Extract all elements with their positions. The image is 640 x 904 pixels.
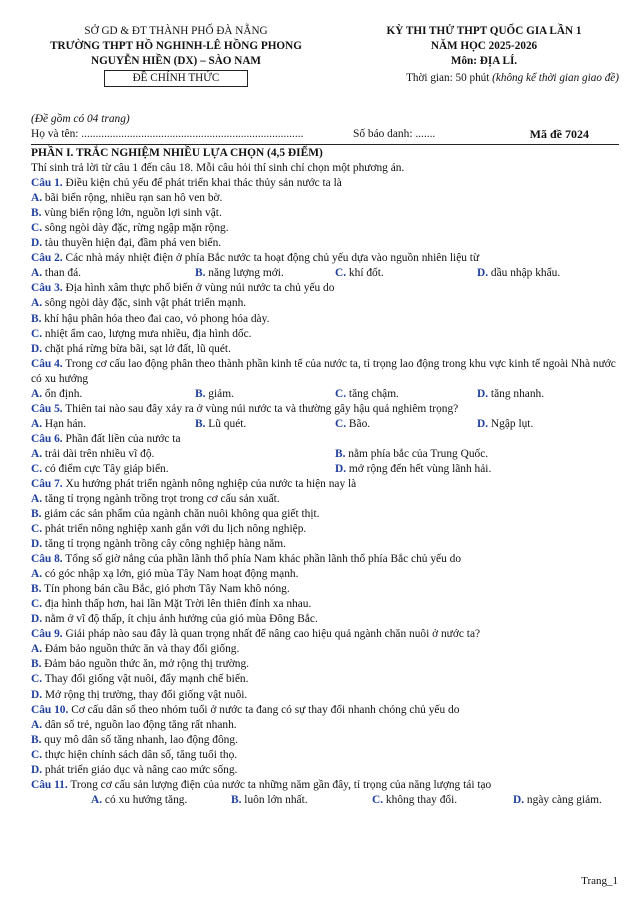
answer-option[interactable] xyxy=(31,387,82,402)
question-stem xyxy=(31,251,619,266)
question-item xyxy=(31,778,619,808)
options-row xyxy=(31,793,619,808)
options-row xyxy=(31,447,619,462)
option-text: Lũ quét. xyxy=(205,417,247,430)
option-letter: B. xyxy=(31,507,42,520)
answer-option[interactable] xyxy=(31,296,619,311)
question-stem xyxy=(31,402,619,417)
exam-header xyxy=(31,24,619,110)
answer-option[interactable] xyxy=(31,417,86,432)
option-letter: D. xyxy=(477,417,489,430)
answer-option[interactable] xyxy=(195,387,234,402)
answer-option[interactable] xyxy=(31,642,619,657)
option-letter: A. xyxy=(31,267,43,280)
answer-option[interactable] xyxy=(31,733,619,748)
section-title: PHẦN I. TRẮC NGHIỆM NHIỀU LỰA CHỌN (4,5 ĐIỂM) xyxy=(31,144,619,161)
option-text: địa hình thấp hơn, hai lần Mặt Trời lên thiên đỉnh xa nhau. xyxy=(42,598,312,611)
answer-option[interactable] xyxy=(31,597,619,612)
option-text: sông ngòi dày đặc, rừng ngập mặn rộng. xyxy=(42,222,229,235)
answer-option[interactable] xyxy=(31,221,619,236)
option-text: nhiệt ẩm cao, lượng mưa nhiều, địa hình dốc. xyxy=(42,327,252,340)
option-letter: A. xyxy=(31,192,43,205)
option-text: tăng nhanh. xyxy=(488,387,545,400)
option-text: Bão. xyxy=(346,417,371,430)
question-stem xyxy=(31,477,619,492)
option-letter: C. xyxy=(335,267,347,280)
option-letter: A. xyxy=(31,643,43,656)
option-letter: B. xyxy=(195,387,206,400)
question-item xyxy=(31,477,619,552)
options-row xyxy=(31,266,619,281)
school-block xyxy=(31,24,321,87)
exam-title: KỲ THI THỬ THPT QUỐC GIA LẦN 1 xyxy=(386,25,582,37)
answer-option[interactable] xyxy=(31,612,619,627)
options-row xyxy=(31,417,619,432)
answer-option[interactable] xyxy=(31,191,619,206)
option-letter: C. xyxy=(31,598,43,611)
answer-option[interactable] xyxy=(335,266,384,281)
answer-option[interactable] xyxy=(31,537,619,552)
question-number: Câu 1. xyxy=(31,177,63,190)
instruction: Thí sinh trả lời từ câu 1 đến câu 18. Mỗi câu hỏi thí sinh chỉ chọn một phương án. xyxy=(31,162,405,175)
option-letter: A. xyxy=(31,417,43,430)
question-list xyxy=(31,176,619,808)
question-item xyxy=(31,251,619,281)
option-letter: C. xyxy=(31,522,43,535)
option-letter: C. xyxy=(372,793,384,806)
option-text: phát triển giáo dục và nâng cao mức sống. xyxy=(42,763,238,776)
question-text: Tổng số giờ nắng của phần lãnh thổ phía Nam khác phần lãnh thổ phía Bắc chủ yếu do xyxy=(62,553,462,566)
answer-option[interactable] xyxy=(195,266,284,281)
question-text: Cơ cấu dân số theo nhóm tuổi ở nước ta đang có sự thay đổi nhanh chóng chủ yếu do xyxy=(68,703,460,716)
answer-option[interactable] xyxy=(31,327,619,342)
option-text: sông ngòi dày đặc, sinh vật phát triển mạnh. xyxy=(42,297,247,310)
options-row xyxy=(31,387,619,402)
option-letter: D. xyxy=(335,462,347,475)
option-text: ổn định. xyxy=(42,387,83,400)
school-name-2: NGUYỄN HIỀN (DX) – SÀO NAM xyxy=(91,54,261,67)
question-text: Giải pháp nào sau đây là quan trọng nhất để nâng cao hiệu quả ngành chăn nuôi ở nước ta? xyxy=(62,628,481,641)
school-name: TRƯỜNG THPT HỒ NGHINH-LÊ HỒNG PHONG xyxy=(50,39,302,52)
option-letter: A. xyxy=(31,447,43,460)
question-text: Xu hướng phát triển ngành nông nghiệp của nước ta hiện nay là xyxy=(62,477,357,490)
option-text: Đảm bảo nguồn thức ăn và thay đổi giống. xyxy=(42,643,240,656)
answer-option[interactable] xyxy=(31,206,619,221)
question-text: Trong cơ cấu sản lượng điện của nước ta những năm gần đây, tỉ trọng của năng lượng tái tạo xyxy=(67,778,492,791)
answer-option[interactable] xyxy=(31,447,154,462)
option-text: năng lượng mới. xyxy=(205,267,284,280)
question-item xyxy=(31,432,619,477)
option-text: khí đốt. xyxy=(346,267,384,280)
question-stem xyxy=(31,176,619,191)
exam-page xyxy=(31,24,619,808)
answer-option[interactable] xyxy=(31,522,619,537)
answer-option[interactable] xyxy=(231,793,308,808)
option-text: có điểm cực Tây giáp biển. xyxy=(42,462,169,475)
answer-option[interactable] xyxy=(477,387,544,402)
answer-option[interactable] xyxy=(335,387,399,402)
exam-title-block xyxy=(349,24,619,86)
option-text: dân số trẻ, nguồn lao động tăng rất nhanh. xyxy=(42,718,237,731)
option-text: giảm các sản phẩm của ngành chăn nuôi không qua giết thịt. xyxy=(41,507,320,520)
answer-option[interactable] xyxy=(513,793,602,808)
answer-option[interactable] xyxy=(31,763,619,778)
answer-option[interactable] xyxy=(31,492,619,507)
department-name: SỞ GD & ĐT THÀNH PHỐ ĐÀ NẴNG xyxy=(84,25,268,37)
answer-option[interactable] xyxy=(31,672,619,687)
option-letter: A. xyxy=(31,718,43,731)
option-letter: C. xyxy=(31,673,43,686)
option-text: than đá. xyxy=(42,267,81,280)
question-item xyxy=(31,627,619,702)
question-number: Câu 7. xyxy=(31,477,63,490)
option-text: tăng chậm. xyxy=(346,387,399,400)
answer-option[interactable] xyxy=(477,417,533,432)
answer-option[interactable] xyxy=(31,657,619,672)
option-letter: D. xyxy=(31,613,43,626)
time-limit: Thời gian: 50 phút (không kể thời gian giao đề) xyxy=(406,72,619,85)
option-text: tăng tỉ trọng ngành trồng cây công nghiệp hàng năm. xyxy=(42,538,286,551)
option-text: Đảm bảo nguồn thức ăn, mở rộng thị trường. xyxy=(41,658,250,671)
option-text: bãi biển rộng, nhiều rạn san hô ven bờ. xyxy=(42,192,223,205)
option-letter: B. xyxy=(31,207,42,220)
pages-note: (Đề gồm có 04 trang) xyxy=(31,113,130,125)
option-text: vùng biển rộng lớn, nguồn lợi sinh vật. xyxy=(41,207,222,220)
option-letter: D. xyxy=(31,237,43,250)
option-text: có góc nhập xạ lớn, gió mùa Tây Nam hoạt động mạnh. xyxy=(42,568,299,581)
answer-option[interactable] xyxy=(372,793,457,808)
option-letter: A. xyxy=(31,568,43,581)
option-text: phát triển nông nghiệp xanh gắn với du lịch nông nghiệp. xyxy=(42,522,307,535)
options-row xyxy=(31,462,619,477)
question-number: Câu 4. xyxy=(31,357,63,370)
question-item xyxy=(31,357,619,402)
option-letter: B. xyxy=(335,447,346,460)
question-number: Câu 6. xyxy=(31,432,63,445)
answer-option[interactable] xyxy=(91,793,187,808)
option-text: tàu thuyền hiện đại, đầm phá ven biển. xyxy=(42,237,222,250)
question-number: Câu 3. xyxy=(31,282,63,295)
answer-option[interactable] xyxy=(31,582,619,597)
subject: Môn: ĐỊA LÍ. xyxy=(450,54,518,67)
page-number: Trang_1 xyxy=(581,875,618,887)
answer-option[interactable] xyxy=(31,718,619,733)
question-number: Câu 5. xyxy=(31,402,63,415)
option-text: khí hậu phân hóa theo đai cao, vỏ phong hóa dày. xyxy=(41,312,270,325)
question-stem xyxy=(31,357,619,387)
option-text: Thay đổi giống vật nuôi, đẩy mạnh chế biến. xyxy=(42,673,249,686)
answer-option[interactable] xyxy=(195,417,246,432)
option-letter: B. xyxy=(195,267,206,280)
answer-option[interactable] xyxy=(477,266,560,281)
question-number: Câu 10. xyxy=(31,703,69,716)
option-text: trải dài trên nhiều vĩ độ. xyxy=(42,447,155,460)
exam-code: Mã đề 7024 xyxy=(529,127,589,142)
question-number: Câu 9. xyxy=(31,628,63,641)
question-text: Địa hình xâm thực phổ biến ở vùng núi nước ta chủ yếu do xyxy=(62,282,335,295)
option-letter: C. xyxy=(31,748,43,761)
question-text: Các nhà máy nhiệt điện ở phía Bắc nước ta hoạt động chủ yếu dựa vào nguồn nhiên liệu từ xyxy=(62,252,480,265)
option-letter: A. xyxy=(31,492,43,505)
option-letter: C. xyxy=(335,387,347,400)
option-text: luôn lớn nhất. xyxy=(241,793,308,806)
option-letter: B. xyxy=(31,312,42,325)
option-text: Ngập lụt. xyxy=(488,417,534,430)
option-letter: D. xyxy=(477,267,489,280)
option-letter: C. xyxy=(335,417,347,430)
answer-option[interactable] xyxy=(335,462,491,477)
question-number: Câu 11. xyxy=(31,778,68,791)
question-item xyxy=(31,176,619,251)
option-text: ngày càng giảm. xyxy=(524,793,602,806)
option-letter: D. xyxy=(31,342,43,355)
question-stem xyxy=(31,703,619,718)
option-text: dầu nhập khẩu. xyxy=(488,267,561,280)
option-letter: C. xyxy=(31,222,43,235)
name-field[interactable]: Họ và tên: .............................................................................. xyxy=(31,128,304,141)
answer-option[interactable] xyxy=(31,748,619,763)
option-text: thực hiện chính sách dân số, tăng tuổi thọ. xyxy=(42,748,238,761)
option-letter: B. xyxy=(31,583,42,596)
option-letter: C. xyxy=(31,462,43,475)
question-item xyxy=(31,402,619,432)
official-badge: ĐỀ CHÍNH THỨC xyxy=(104,70,249,87)
question-text: Thiên tai nào sau đây xảy ra ở vùng núi nước ta và thường gây hậu quả nghiêm trọng? xyxy=(62,402,459,415)
answer-option[interactable] xyxy=(31,688,619,703)
option-letter: A. xyxy=(91,793,103,806)
option-letter: D. xyxy=(31,688,43,701)
question-stem xyxy=(31,778,619,793)
question-number: Câu 8. xyxy=(31,553,63,566)
option-letter: D. xyxy=(513,793,525,806)
option-letter: B. xyxy=(31,733,42,746)
option-text: giảm. xyxy=(205,387,234,400)
option-text: tăng tỉ trọng ngành trồng trọt trong cơ cấu sản xuất. xyxy=(42,492,280,505)
question-item xyxy=(31,552,619,627)
answer-option[interactable] xyxy=(31,462,169,477)
option-text: nằm phía bắc của Trung Quốc. xyxy=(345,447,489,460)
question-text: Điều kiện chủ yếu để phát triển khai thác thủy sản nước ta là xyxy=(62,177,342,190)
option-letter: A. xyxy=(31,387,43,400)
question-stem xyxy=(31,432,619,447)
answer-option[interactable] xyxy=(31,312,619,327)
question-stem xyxy=(31,627,619,642)
question-item xyxy=(31,281,619,356)
option-letter: B. xyxy=(231,793,242,806)
option-text: nằm ở vĩ độ thấp, ít chịu ảnh hưởng của gió mùa Đông Bắc. xyxy=(42,613,318,626)
option-text: mở rộng đến hết vùng lãnh hải. xyxy=(346,462,492,475)
option-text: chặt phá rừng bừa bãi, sạt lở đất, lũ quét. xyxy=(42,342,231,355)
option-letter: A. xyxy=(31,297,43,310)
option-letter: B. xyxy=(195,417,206,430)
option-text: Hạn hán. xyxy=(42,417,87,430)
option-letter: D. xyxy=(31,763,43,776)
question-text: Phần đất liền của nước ta xyxy=(62,432,181,445)
sbd-field[interactable]: Số báo danh: ....... xyxy=(353,128,436,141)
school-year: NĂM HỌC 2025-2026 xyxy=(430,39,538,52)
answer-option[interactable] xyxy=(31,342,619,357)
option-text: quy mô dân số tăng nhanh, lao động đông. xyxy=(41,733,238,746)
question-stem xyxy=(31,552,619,567)
question-item xyxy=(31,703,619,778)
question-text: Trong cơ cấu lao động phân theo thành phần kinh tế của nước ta, tỉ trọng lao động trong khu vực kinh tế ngoài Nhà nước có xu hướng xyxy=(31,357,616,385)
answer-option[interactable] xyxy=(335,447,488,462)
answer-option[interactable] xyxy=(31,567,619,582)
option-letter: C. xyxy=(31,327,43,340)
candidate-info-row xyxy=(31,127,619,143)
question-stem xyxy=(31,281,619,296)
answer-option[interactable] xyxy=(31,507,619,522)
answer-option[interactable] xyxy=(31,236,619,251)
answer-option[interactable] xyxy=(31,266,81,281)
option-letter: D. xyxy=(477,387,489,400)
option-text: Tín phong bán cầu Bắc, gió phơn Tây Nam khô nóng. xyxy=(41,583,290,596)
option-text: Mở rộng thị trường, thay đổi giống vật nuôi. xyxy=(42,688,248,701)
question-number: Câu 2. xyxy=(31,252,63,265)
option-letter: D. xyxy=(31,538,43,551)
option-text: không thay đổi. xyxy=(383,793,458,806)
answer-option[interactable] xyxy=(335,417,370,432)
option-text: có xu hướng tăng. xyxy=(102,793,188,806)
option-letter: B. xyxy=(31,658,42,671)
